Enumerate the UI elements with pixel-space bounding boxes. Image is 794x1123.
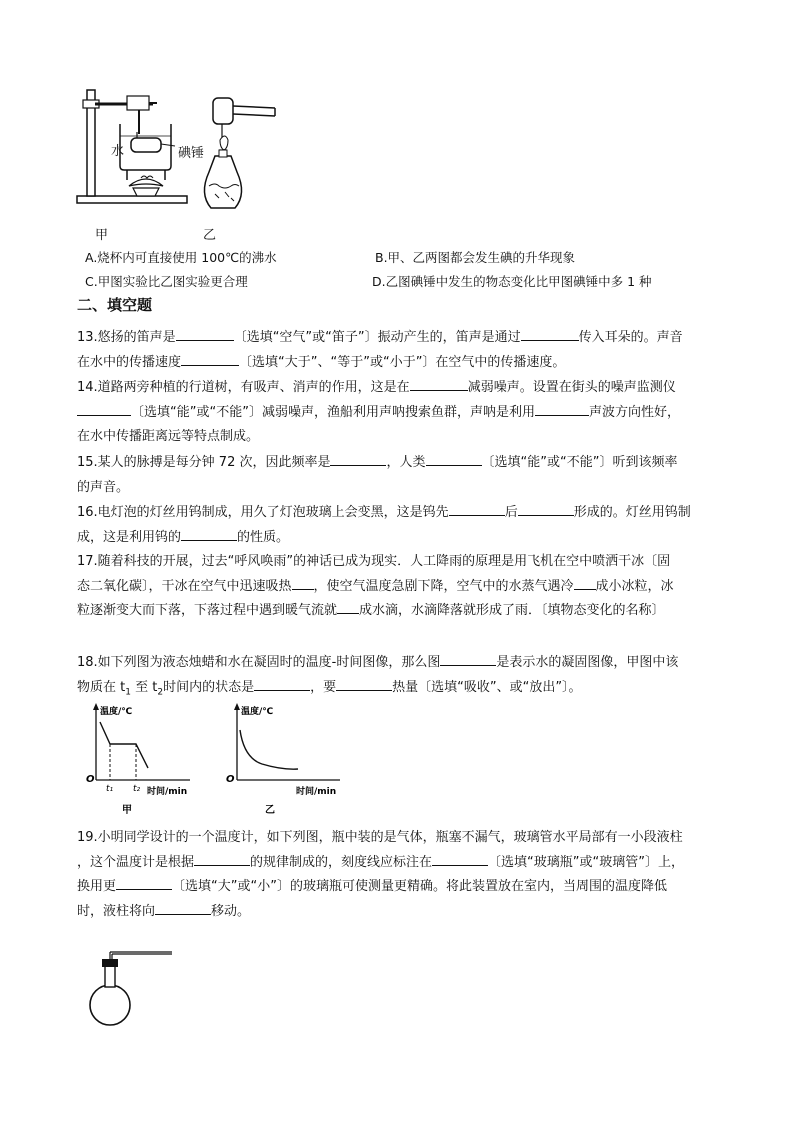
question-17: [77, 550, 674, 624]
graph-jia-t2: t₂: [133, 784, 141, 794]
q18-blank-2[interactable]: [254, 676, 310, 691]
question-18: [77, 651, 678, 705]
q18-text-3: 物质在 t: [77, 679, 126, 695]
apparatus-drawing: [75, 84, 295, 244]
q14-text-4: 声波方向性好，: [588, 404, 680, 420]
question-13: [77, 326, 683, 375]
q19-text-4: 〔选填“玻璃瓶”或“玻璃管”〕上，: [488, 854, 684, 870]
q17-text-5: 粒逐渐变大而下落，下落过程中遇到暖气流就: [77, 603, 338, 618]
q17-text-4: 成小冰粒，冰: [595, 578, 674, 594]
q18-text-7: 热量〔选填“吸收”、或“放出”〕。: [392, 679, 582, 695]
q17-text-1: 17.随着科技的开展，过去“呼风唤雨”的神话已成为现实．人工降雨的原理是用飞机在空中喷洒干冰〔固: [77, 554, 671, 569]
graph-jia-origin: O: [86, 774, 95, 785]
q19-blank-2[interactable]: [432, 851, 488, 866]
q13-text-1: 13.悠扬的笛声是: [77, 330, 176, 345]
graph-yi-ylabel: 温度/℃: [241, 707, 274, 717]
question-16: [77, 501, 691, 550]
question-14: [77, 376, 680, 450]
q18-text-4: 至 t: [130, 679, 158, 695]
q15-blank-2[interactable]: [426, 451, 482, 466]
apparatus-figure: [75, 84, 295, 244]
q17-text-3: ，使空气温度急剧下降，空气中的水蒸气遇冷: [313, 578, 574, 594]
q18-text-2: 是表示水的凝固图像，甲图中该: [496, 655, 679, 670]
graph-yi: [222, 700, 347, 820]
q16-text-4: 成，这是利用钨的: [77, 529, 182, 545]
caption-yi: 乙: [203, 228, 217, 243]
q19-text-3: 的规律制成的，刻度线应标注在: [250, 854, 433, 870]
q19-text-2: ，这个温度计是根据: [77, 854, 195, 870]
option-b: B.甲、乙两图都会发生碘的升华现象: [375, 250, 576, 265]
q16-text-1: 16.电灯泡的灯丝用钨制成，用久了灯泡玻璃上会变黑，这是钨先: [77, 505, 449, 520]
q17-text-6: 成水滴，水滴降落就形成了雨．〔填物态变化的名称〕: [359, 603, 665, 618]
q18-text-1: 18.如下列图为液态烛蜡和水在凝固时的温度-时间图像，那么图: [77, 655, 441, 670]
q14-blank-1[interactable]: [410, 376, 468, 391]
graph-jia-caption: 甲: [122, 805, 132, 816]
q13-blank-3[interactable]: [181, 351, 239, 366]
q19-blank-4[interactable]: [155, 900, 211, 915]
flask-drawing: [88, 945, 178, 1035]
q17-blank-3[interactable]: [337, 599, 359, 614]
q15-text-3: 〔选填“能”或“不能”〕听到该频率: [481, 455, 678, 470]
graph-jia: [78, 700, 198, 820]
q19-text-5: 换用更: [77, 879, 117, 894]
q16-text-5: 的性质。: [237, 529, 290, 545]
flask-thermometer-figure: [88, 945, 178, 1035]
q13-text-5: 〔选填“大于”、“等于”或“小于”〕在空气中的传播速度。: [239, 354, 566, 370]
graph-yi-caption: 乙: [265, 805, 275, 816]
question-15: [77, 451, 677, 500]
q14-text-3: 〔选填“能”或“不能”〕减弱噪声，渔船利用声呐搜索鱼群，声呐是利用: [131, 404, 535, 420]
q15-text-4: 的声音。: [77, 479, 130, 495]
graph-jia-ylabel: 温度/℃: [100, 707, 133, 717]
graph-jia-t1: t₁: [106, 784, 114, 794]
section-title: 二、填空题: [77, 296, 153, 314]
q16-blank-1[interactable]: [449, 501, 505, 516]
option-c: C.甲图实验比乙图实验更合理: [85, 274, 248, 289]
option-d: D.乙图碘锤中发生的物态变化比甲图碘锤中多 1 种: [372, 274, 652, 289]
q19-text-8: 移动。: [211, 903, 251, 919]
q13-text-4: 在水中的传播速度: [77, 354, 182, 370]
q16-blank-2[interactable]: [518, 501, 574, 516]
q18-sub-1: 1: [125, 687, 131, 698]
q19-blank-1[interactable]: [194, 851, 250, 866]
graph-yi-origin: O: [226, 774, 235, 785]
q16-text-2: 后: [504, 505, 518, 520]
q18-text-5: 时间内的状态是: [163, 679, 255, 695]
q14-text-5: 在水中传播距离远等特点制成。: [77, 429, 260, 444]
q14-blank-2[interactable]: [77, 401, 131, 416]
q19-text-6: 〔选填“大”或“小”〕的玻璃瓶可使测量更精确。将此装置放在室内，当周围的温度降低: [172, 879, 667, 894]
label-iodine-hammer: 碘锤: [178, 146, 205, 161]
caption-jia: 甲: [95, 228, 109, 243]
q14-blank-3[interactable]: [535, 401, 589, 416]
q15-blank-1[interactable]: [330, 451, 386, 466]
q15-text-2: ，人类: [386, 455, 426, 470]
q19-text-1: 19.小明同学设计的一个温度计，如下列图，瓶中装的是气体，瓶塞不漏气，玻璃管水平局部有一小段液柱: [77, 830, 683, 845]
graph-jia-xlabel: 时间/min: [147, 787, 188, 797]
question-19: [77, 826, 684, 924]
q17-blank-1[interactable]: [292, 575, 314, 590]
q16-blank-3[interactable]: [181, 526, 237, 541]
q16-text-3: 形成的。灯丝用钨制: [573, 505, 691, 520]
q19-blank-3[interactable]: [116, 875, 172, 890]
q13-blank-1[interactable]: [176, 326, 234, 341]
option-a: A.烧杯内可直接使用 100℃的沸水: [85, 250, 277, 265]
q14-text-1: 14.道路两旁种植的行道树，有吸声、消声的作用，这是在: [77, 380, 410, 395]
label-water: 水: [111, 144, 125, 159]
q18-sub-2: 2: [157, 687, 164, 698]
q13-text-2: 〔选填“空气”或“笛子”〕振动产生的，笛声是通过: [233, 330, 521, 345]
q17-text-2: 态二氧化碳〕，干冰在空气中迅速吸热: [77, 578, 292, 594]
q18-blank-1[interactable]: [440, 651, 496, 666]
graph-yi-xlabel: 时间/min: [296, 787, 337, 797]
q15-text-1: 15.某人的脉搏是每分钟 72 次，因此频率是: [77, 455, 331, 470]
q14-text-2: 减弱噪声。设置在街头的噪声监测仪: [467, 380, 676, 395]
q18-text-6: ，要: [310, 679, 337, 695]
q17-blank-2[interactable]: [574, 575, 596, 590]
q13-text-3: 传入耳朵的。声音: [578, 330, 683, 345]
q13-blank-2[interactable]: [521, 326, 579, 341]
q19-text-7: 时，液柱将向: [77, 903, 156, 919]
q18-blank-3[interactable]: [336, 676, 392, 691]
